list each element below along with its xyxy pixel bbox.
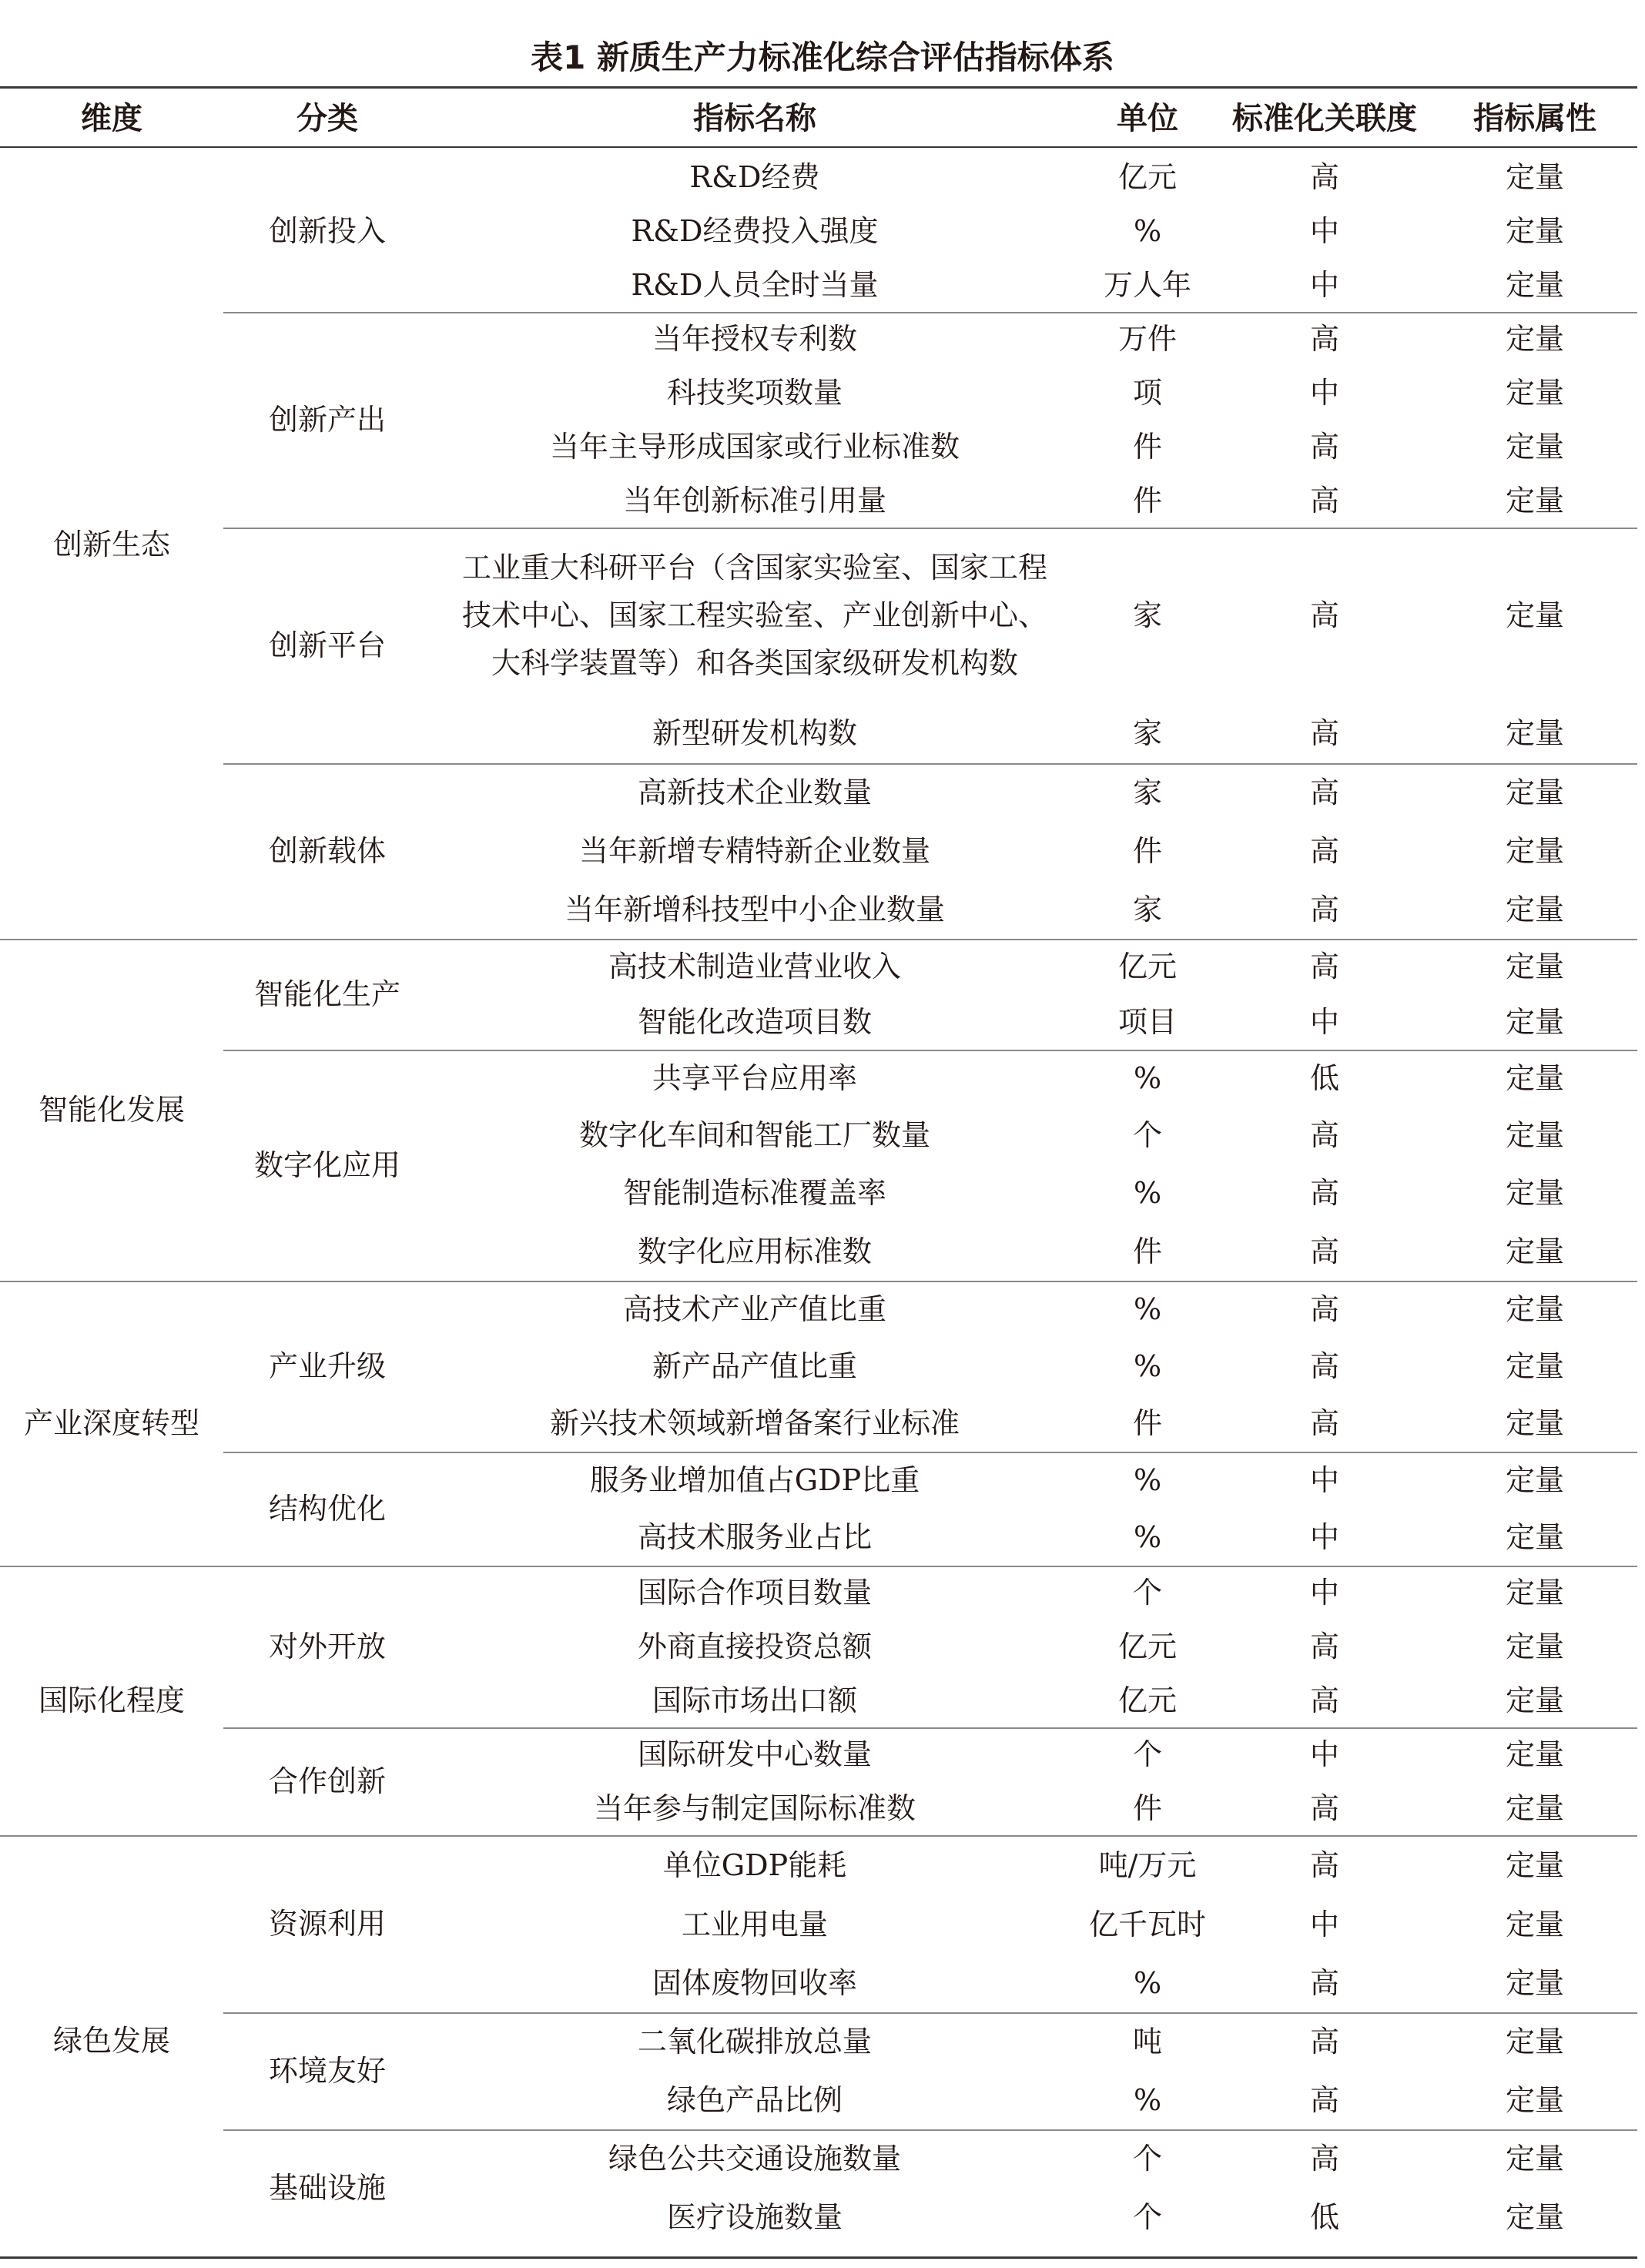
- unit-cell: 个: [1132, 2142, 1162, 2176]
- header-indicator-name: 指标名称: [693, 101, 816, 136]
- unit-cell: 亿千瓦时: [1088, 1908, 1206, 1941]
- attribute-cell: 定量: [1505, 2200, 1564, 2234]
- relevance-cell: 中: [1309, 214, 1339, 248]
- indicator-cell: 当年主导形成国家或行业标准数: [549, 430, 960, 464]
- attribute-cell: 定量: [1505, 834, 1564, 868]
- category-cell: 创新平台: [268, 628, 386, 662]
- relevance-cell: 高: [1309, 2083, 1339, 2117]
- unit-cell: 件: [1132, 1791, 1162, 1825]
- attribute-cell: 定量: [1505, 160, 1564, 194]
- attribute-cell: 定量: [1505, 1292, 1564, 1326]
- indicator-cell: 外商直接投资总额: [637, 1630, 872, 1663]
- dimension-cell: 国际化程度: [38, 1683, 185, 1717]
- indicator-line: 工业重大科研平台（含国家实验室、国家工程: [461, 551, 1047, 585]
- indicator-cell: 新兴技术领域新增备案行业标准: [549, 1406, 960, 1440]
- attribute-cell: 定量: [1505, 1061, 1564, 1095]
- relevance-cell: 高: [1309, 950, 1339, 983]
- header-relevance: 标准化关联度: [1232, 101, 1417, 136]
- attribute-cell: 定量: [1505, 484, 1564, 518]
- category-cell: 结构优化: [268, 1492, 386, 1526]
- unit-cell: 亿元: [1117, 950, 1177, 983]
- attribute-cell: 定量: [1505, 1791, 1564, 1825]
- unit-cell: %: [1133, 2083, 1162, 2117]
- indicator-cell: 当年参与制定国际标准数: [593, 1791, 916, 1825]
- indicator-cell: 国际合作项目数量: [637, 1576, 872, 1610]
- indicator-cell: 医疗设施数量: [666, 2200, 843, 2234]
- unit-cell: 项目: [1117, 1005, 1177, 1039]
- unit-cell: %: [1133, 1966, 1162, 2000]
- indicator-line: 技术中心、国家工程实验室、产业创新中心、: [461, 598, 1047, 632]
- relevance-cell: 高: [1309, 322, 1339, 356]
- relevance-cell: 高: [1309, 1683, 1339, 1717]
- attribute-cell: 定量: [1505, 2025, 1564, 2059]
- header-rule: [0, 146, 1637, 148]
- dimension-cell: 创新生态: [52, 528, 170, 561]
- unit-cell: 吨/万元: [1098, 1848, 1197, 1882]
- relevance-cell: 高: [1309, 484, 1339, 518]
- relevance-cell: 高: [1309, 1791, 1339, 1825]
- attribute-cell: 定量: [1505, 1349, 1564, 1383]
- category-cell: 数字化应用: [253, 1148, 400, 1182]
- relevance-cell: 高: [1309, 1176, 1339, 1210]
- indicator-cell: 智能制造标准覆盖率: [622, 1176, 886, 1210]
- relevance-cell: 高: [1309, 716, 1339, 750]
- indicator-cell: R&D经费投入强度: [631, 214, 879, 248]
- unit-cell: 家: [1132, 598, 1162, 632]
- indicator-cell: R&D经费: [689, 160, 820, 194]
- attribute-cell: 定量: [1505, 1118, 1564, 1152]
- attribute-cell: 定量: [1505, 1737, 1564, 1771]
- relevance-cell: 低: [1309, 1061, 1339, 1095]
- relevance-cell: 中: [1309, 1463, 1339, 1497]
- indicator-cell: 绿色公共交通设施数量: [608, 2142, 901, 2176]
- attribute-cell: 定量: [1505, 716, 1564, 750]
- indicator-cell: 国际市场出口额: [652, 1683, 857, 1717]
- indicator-cell: R&D人员全时当量: [631, 268, 879, 302]
- indicator-cell: 工业用电量: [681, 1908, 828, 1941]
- unit-cell: %: [1133, 1520, 1162, 1554]
- category-cell: 基础设施: [268, 2171, 386, 2205]
- top-rule: [0, 86, 1637, 89]
- attribute-cell: 定量: [1505, 1176, 1564, 1210]
- attribute-cell: 定量: [1505, 1848, 1564, 1882]
- indicator-cell: 单位GDP能耗: [662, 1848, 847, 1882]
- bottom-rule: [0, 2256, 1637, 2259]
- unit-cell: %: [1133, 214, 1162, 248]
- unit-cell: 家: [1132, 776, 1162, 809]
- unit-cell: %: [1133, 1349, 1162, 1383]
- indicator-cell: 国际研发中心数量: [637, 1737, 872, 1771]
- table-caption: 表1 新质生产力标准化综合评估指标体系: [531, 39, 1114, 76]
- attribute-cell: 定量: [1505, 214, 1564, 248]
- relevance-cell: 高: [1309, 893, 1339, 926]
- unit-cell: 亿元: [1117, 1630, 1177, 1663]
- unit-cell: %: [1133, 1463, 1162, 1497]
- indicator-line: 大科学装置等）和各类国家级研发机构数: [491, 646, 1018, 680]
- indicator-cell: 当年新增专精特新企业数量: [578, 834, 930, 868]
- dimension-cell: 智能化发展: [38, 1093, 185, 1127]
- relevance-cell: 中: [1309, 376, 1339, 410]
- unit-cell: 家: [1132, 716, 1162, 750]
- indicator-cell: 高技术服务业占比: [637, 1520, 872, 1554]
- indicator-cell: 服务业增加值占GDP比重: [589, 1463, 920, 1497]
- relevance-cell: 高: [1309, 1349, 1339, 1383]
- attribute-cell: 定量: [1505, 1463, 1564, 1497]
- dimension-cell: 产业深度转型: [23, 1406, 199, 1440]
- relevance-cell: 高: [1309, 1406, 1339, 1440]
- unit-cell: 个: [1132, 1737, 1162, 1771]
- relevance-cell: 高: [1309, 430, 1339, 464]
- header-attribute: 指标属性: [1473, 101, 1596, 136]
- unit-cell: %: [1133, 1292, 1162, 1326]
- indicator-cell: 数字化应用标准数: [637, 1235, 872, 1268]
- indicator-cell: 绿色产品比例: [666, 2083, 843, 2117]
- unit-cell: 项: [1132, 376, 1162, 410]
- relevance-cell: 高: [1309, 1118, 1339, 1152]
- relevance-cell: 中: [1309, 268, 1339, 302]
- unit-cell: 吨: [1132, 2025, 1162, 2059]
- attribute-cell: 定量: [1505, 1966, 1564, 2000]
- attribute-cell: 定量: [1505, 1908, 1564, 1941]
- relevance-cell: 高: [1309, 834, 1339, 868]
- category-cell: 资源利用: [268, 1907, 386, 1941]
- relevance-cell: 高: [1309, 598, 1339, 632]
- relevance-cell: 高: [1309, 1235, 1339, 1268]
- unit-cell: 件: [1132, 484, 1162, 518]
- unit-cell: 个: [1132, 2200, 1162, 2234]
- attribute-cell: 定量: [1505, 2142, 1564, 2176]
- attribute-cell: 定量: [1505, 1235, 1564, 1268]
- attribute-cell: 定量: [1505, 950, 1564, 983]
- relevance-cell: 中: [1309, 1908, 1339, 1941]
- category-cell: 环境友好: [268, 2054, 386, 2088]
- relevance-cell: 高: [1309, 1966, 1339, 2000]
- relevance-cell: 高: [1309, 1292, 1339, 1326]
- indicator-cell: 固体废物回收率: [652, 1966, 857, 2000]
- category-cell: 创新产出: [268, 403, 386, 437]
- attribute-cell: 定量: [1505, 1576, 1564, 1610]
- header-unit: 单位: [1117, 101, 1178, 136]
- unit-cell: 件: [1132, 430, 1162, 464]
- unit-cell: 件: [1132, 1235, 1162, 1268]
- unit-cell: 个: [1132, 1576, 1162, 1610]
- relevance-cell: 中: [1309, 1737, 1339, 1771]
- unit-cell: 个: [1132, 1118, 1162, 1152]
- attribute-cell: 定量: [1505, 893, 1564, 926]
- indicator-cell: 新型研发机构数: [652, 716, 857, 750]
- category-cell: 智能化生产: [253, 977, 400, 1011]
- indicator-cell: 智能化改造项目数: [637, 1005, 872, 1039]
- indicator-cell: 二氧化碳排放总量: [637, 2025, 872, 2059]
- attribute-cell: 定量: [1505, 376, 1564, 410]
- category-cell: 创新载体: [268, 834, 386, 868]
- relevance-cell: 中: [1309, 1520, 1339, 1554]
- indicator-cell: 当年新增科技型中小企业数量: [564, 893, 945, 926]
- indicator-cell: 高技术产业产值比重: [622, 1292, 886, 1326]
- indicator-cell: 共享平台应用率: [652, 1061, 857, 1095]
- dimension-cell: 绿色发展: [52, 2024, 170, 2058]
- unit-cell: 亿元: [1117, 1683, 1177, 1717]
- category-cell: 产业升级: [268, 1349, 386, 1383]
- unit-cell: 件: [1132, 1406, 1162, 1440]
- indicator-cell: 当年创新标准引用量: [622, 484, 886, 518]
- header-category: 分类: [297, 101, 358, 136]
- relevance-cell: 高: [1309, 776, 1339, 809]
- relevance-cell: 高: [1309, 2142, 1339, 2176]
- unit-cell: 亿元: [1117, 160, 1177, 194]
- attribute-cell: 定量: [1505, 776, 1564, 809]
- attribute-cell: 定量: [1505, 2083, 1564, 2117]
- relevance-cell: 高: [1309, 1630, 1339, 1663]
- unit-cell: %: [1133, 1061, 1162, 1095]
- category-cell: 创新投入: [268, 214, 386, 248]
- attribute-cell: 定量: [1505, 1406, 1564, 1440]
- unit-cell: 件: [1132, 834, 1162, 868]
- attribute-cell: 定量: [1505, 322, 1564, 356]
- category-cell: 对外开放: [268, 1630, 386, 1663]
- attribute-cell: 定量: [1505, 430, 1564, 464]
- relevance-cell: 高: [1309, 1848, 1339, 1882]
- header-dimension: 维度: [81, 101, 142, 136]
- attribute-cell: 定量: [1505, 268, 1564, 302]
- relevance-cell: 中: [1309, 1005, 1339, 1039]
- indicator-cell: 新产品产值比重: [652, 1349, 857, 1383]
- relevance-cell: 低: [1309, 2200, 1339, 2234]
- indicator-cell: 高新技术企业数量: [637, 776, 872, 809]
- indicator-cell: 高技术制造业营业收入: [608, 950, 901, 983]
- unit-cell: 万人年: [1103, 268, 1191, 302]
- attribute-cell: 定量: [1505, 1005, 1564, 1039]
- relevance-cell: 高: [1309, 160, 1339, 194]
- indicator-cell: [431, 528, 1078, 703]
- attribute-cell: 定量: [1505, 1683, 1564, 1717]
- unit-cell: 家: [1132, 893, 1162, 926]
- unit-cell: 万件: [1117, 322, 1177, 356]
- indicator-cell: 数字化车间和智能工厂数量: [578, 1118, 930, 1152]
- indicator-cell: 科技奖项数量: [666, 376, 843, 410]
- attribute-cell: 定量: [1505, 598, 1564, 632]
- attribute-cell: 定量: [1505, 1520, 1564, 1554]
- relevance-cell: 高: [1309, 2025, 1339, 2059]
- attribute-cell: 定量: [1505, 1630, 1564, 1663]
- indicator-cell: 当年授权专利数: [652, 322, 857, 356]
- category-cell: 合作创新: [268, 1764, 386, 1798]
- unit-cell: %: [1133, 1176, 1162, 1210]
- relevance-cell: 中: [1309, 1576, 1339, 1610]
